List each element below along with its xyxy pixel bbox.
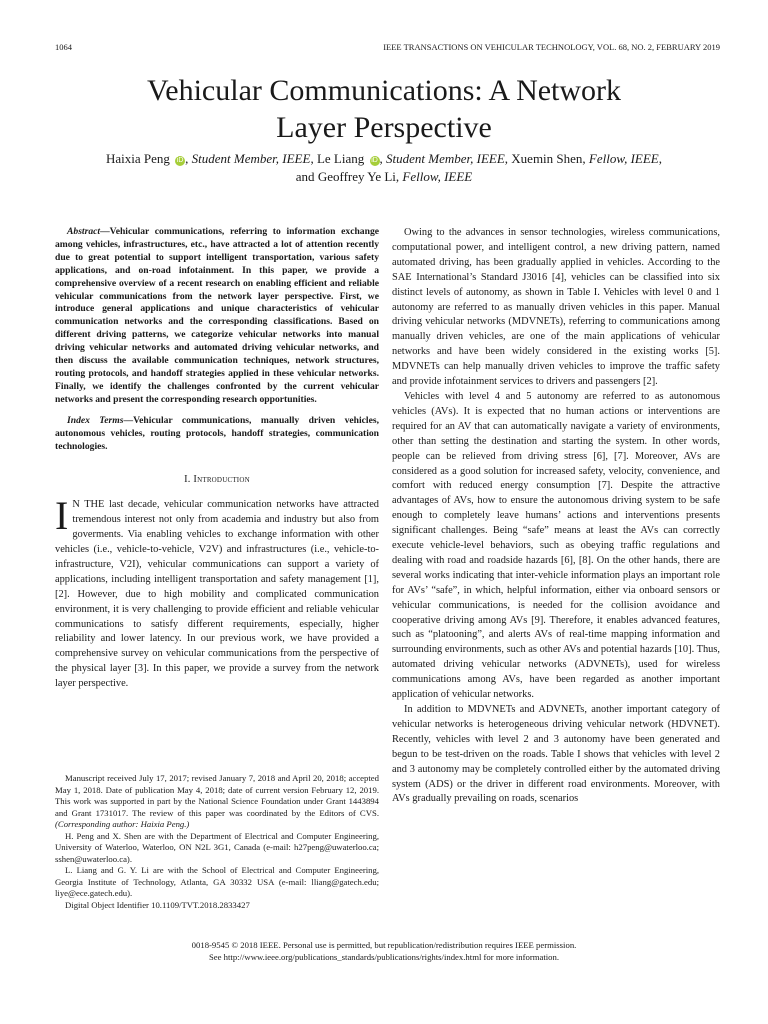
author-name: Geoffrey Ye Li — [317, 169, 396, 184]
footnote-affiliation-2: L. Liang and G. Y. Li are with the School of Electrical and Computer Engineering, Georgia Institute of Technology, Atlanta, GA 30332 USA (e-mail: lliang@gatech.edu; liye@ece.gatech.edu). — [55, 865, 379, 898]
footnote-affiliation-1: H. Peng and X. Shen are with the Department of Electrical and Computer Engineering, University of Waterloo, Waterloo, ON N2L 3G1, Canada (e-mail: h27peng@uwaterloo.ca; sshen@uwaterloo.ca). — [55, 830, 379, 864]
author-role: Fellow, IEEE — [588, 151, 659, 166]
section-heading — [55, 473, 379, 488]
abstract-label: Abstract — [67, 226, 101, 237]
paragraph: In addition to MDVNETs and ADVNETs, another important category of vehicular networks is heterogeneous driving vehicular network (HDVNET). Recently, vehicles with level 2 and 3 autonomy have been generated and begun to be test-driven on the roads. Table I shows that vehicles with level 2 and 3 autonomy may be completely controlled either by the automated driving system (ADS) or the driver in different road environments. Moreover, with AVs gradually prevailing on roads, scenarios — [392, 704, 720, 805]
paper-title — [40, 72, 728, 146]
author-role: Student Member, IEEE — [191, 151, 311, 166]
intro-paragraph — [55, 493, 380, 692]
footnote-doi: Digital Object Identifier 10.1109/TVT.2018.2833427 — [65, 899, 250, 910]
orcid-icon[interactable]: iD — [176, 157, 184, 164]
author-name: Le Liang — [316, 151, 365, 166]
footnote-manuscript — [55, 773, 379, 831]
abstract-text: —Vehicular communications, referring to information exchange among vehicles, infrastructures, etc., have attracted a lot of attention recently due to great potential to support intelligent transportation, various safety applications, and on-road infotainment. In this paper, we provide a comprehensive overview of a recent research on enabling efficient and reliable vehicular communications from the network layer perspective. First, we introduce general applications and unique characteristics of vehicular communication networks and the corresponding classifications. Based on different driving patterns, we categorize vehicular networks into manual driving vehicular networks and automated driving vehicular networks, and then discuss the available communication techniques, network structures, routing protocols, and handoff strategies applied in these vehicular networks. Finally, we identify the challenges confronted by the current vehicular networks and present the corresponding research opportunities. — [55, 226, 379, 405]
page-number: 1064 — [55, 42, 72, 52]
rights-link[interactable]: See http://www.ieee.org/publications_standards/publications/rights/index.html for more information. — [208, 951, 560, 962]
paragraph: Vehicles with level 4 and 5 autonomy are referred to as autonomous vehicles (AVs). It is expected that no human actions or interventions are required for an AV that can automatically navigate a variety of environments, other than setting the destination and starting the system. In other words, people can be relieved from driving stress [6], [7]. Moreover, AVs are considered as a good solution for increased safety, velocity, convenience, and comfort with reduced energy consumption [7]. Despite the attractive advantages of AVs, how to ensure the autonomous driving system to be safe enough to completely leave humans’ actions and interventions presents significant challenges. Being “safe” means at least the AVs can correctly execute vehicle-level behaviors, such as obeying traffic regulations and dealing with road and roadside hazards [6], [8]. On the other hands, there are several works indicating that inter-vehicle information plays an important role for AVs’ “safe”, in which, helpful information, either via onboard sensors or vehicular communications, is needed for the collision avoidance and cooperative driving among AVs [9]. Therefore, it enables advanced features, such as “platooning”, and alerts AVs of real-time mapping information and surrounding environments, such as other AVs and potential hazards [10]. Thus, automated driving vehicular networks (ADVNETs), used for wireless communications among AVs, have been regarded as another important application of vehicular networks. — [392, 390, 720, 701]
index-terms — [55, 415, 379, 454]
author-name: Xuemin Shen — [511, 151, 583, 166]
footnotes — [55, 773, 379, 911]
title-line-2: Layer Perspective — [276, 111, 492, 144]
corresponding-author: (Corresponding author: Haixia Peng.) — [55, 819, 190, 829]
journal-header: IEEE TRANSACTIONS ON VEHICULAR TECHNOLOGY, VOL. 68, NO. 2, FEBRUARY 2019 — [383, 42, 720, 52]
index-terms-label: Index Terms — [67, 414, 124, 426]
section-numeral: I. — [184, 474, 191, 486]
footnote-text: Manuscript received July 17, 2017; revised January 7, 2018 and April 20, 2018; accepted May 1, 2018. Date of publication May 4, 2018; date of current version February 12, 2019. This work was supported in part by the National Science Foundation under Grant 1443894 and Grant 1731017. The review of this paper was coordinated by the Editors of CVS. — [55, 773, 379, 818]
orcid-icon[interactable]: iD — [371, 157, 378, 164]
drop-cap: I — [55, 493, 69, 539]
author-list: Haixia Peng iD , Student Member, IEEE, Le Liang iD , Student Member, IEEE, Xuemin Shen, Fellow, IEEE, and Geoffrey Ye Li, Fellow, IEEE — [106, 151, 662, 184]
intro-first-words: N THE — [72, 499, 105, 511]
author-and: and — [295, 169, 315, 184]
author-name: Haixia Peng — [106, 151, 170, 166]
author-role: Fellow, IEEE — [402, 169, 473, 184]
paragraph: Owing to the advances in sensor technologies, wireless communications, computational power, and intelligent control, a new driving pattern, named automated driving, has been gradually applied in vehicles. According to the SAE International’s Standard J3016 [4], vehicles can be classified into six distinct levels of autonomy, as shown in Table I. Vehicles with level 0 and 1 autonomy are referred to as manually driven vehicles in this paper. Manual driving vehicular networks (MDVNETs), referring to communications among manually driven vehicles, are one of the main applications of vehicular networks and have been widely considered in the existing works [5]. MDVNETs can help manually driven vehicles to improve the traffic safety and provide infotainment services to drivers and passengers [2]. — [392, 227, 720, 388]
left-column — [55, 226, 379, 692]
copyright-line: 0018-9545 © 2018 IEEE. Personal use is permitted, but republication/redistribution requires IEEE permission. — [191, 940, 577, 950]
index-terms-text: —Vehicular communications, manually driven vehicles, autonomous vehicles, routing protocols, handoff strategies, communication technologies. — [55, 414, 379, 452]
right-column — [392, 226, 720, 807]
author-role: Student Member, IEEE — [386, 151, 505, 166]
copyright-footer — [40, 940, 728, 963]
section-title: Introduction — [193, 474, 250, 486]
abstract — [55, 226, 379, 407]
title-line-1: Vehicular Communications: A Network — [146, 74, 622, 107]
intro-text: last decade, vehicular communication networks have attracted tremendous interest not only from academia and industry but also from goverments. Via enabling vehicles to exchange information with other vehicles (i.e., vehicle-to-vehicle, V2V) and infrastructures (i.e., vehicle-to-infrastructure, V2I), vehicular communications can support a variety of applications, including intelligent transportation and safety management [1], [2]. However, due to high mobility and complicated communication environment, it is very challenging to provide efficient and reliable vehicular communications to satisfy different requirements, especially, higher reliability and lower latency. In our previous work, we have provided a comprehensive survey on vehicular communications from the perspective of the physical layer [3]. In this paper, we provide a survey from the network layer perspective. — [55, 499, 380, 690]
